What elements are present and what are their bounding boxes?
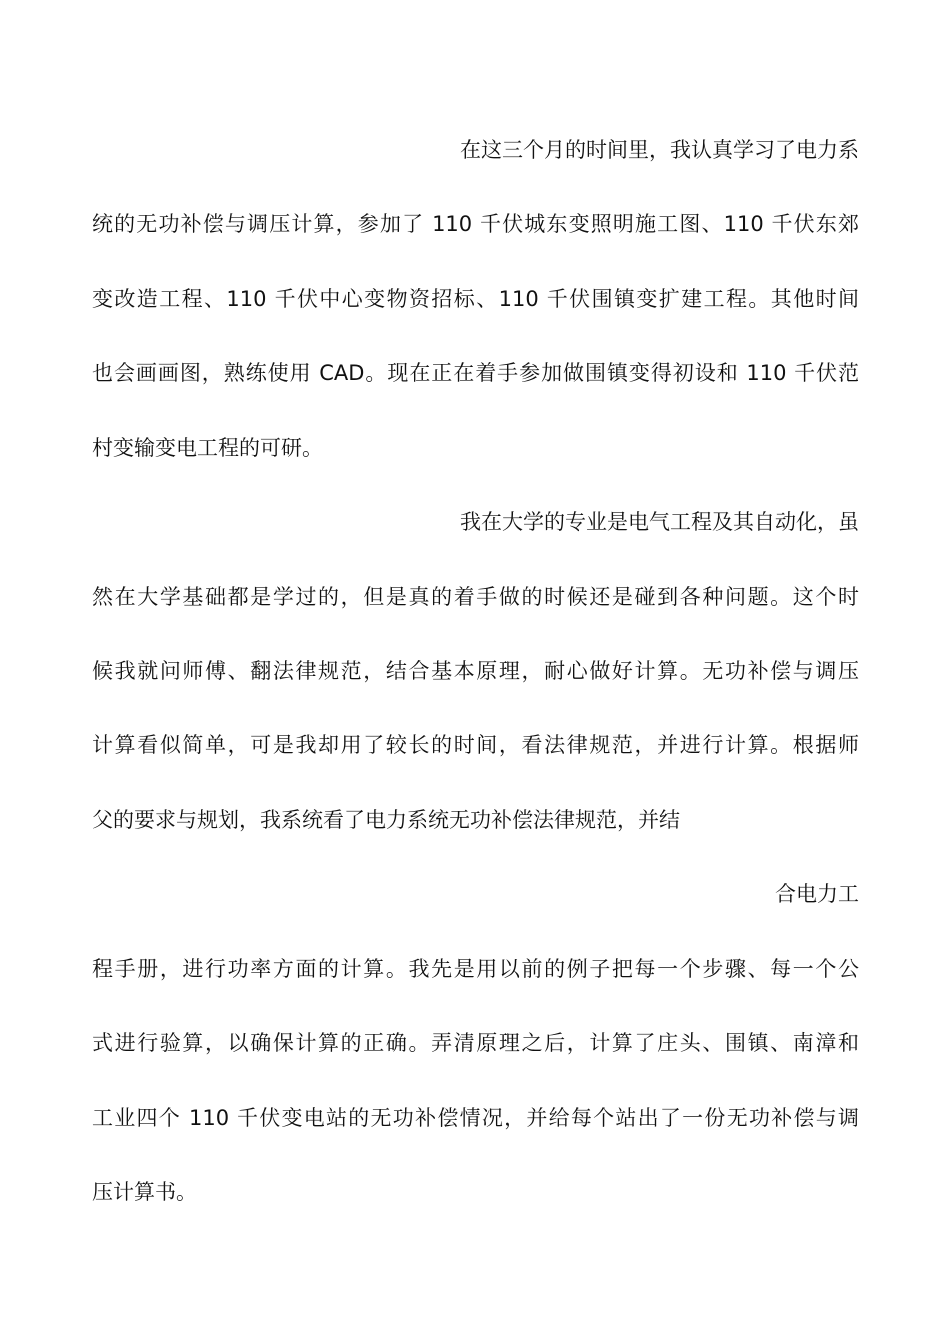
paragraph-2-line-3: 候我就问师傅、翻法律规范，结合基本原理，耐心做好计算。无功补偿与调压: [92, 659, 859, 683]
paragraph-3-line-3: 式进行验算，以确保计算的正确。弄清原理之后，计算了庄头、围镇、南漳和: [92, 1031, 859, 1055]
paragraph-3-line-1: 合电力工: [775, 882, 859, 906]
paragraph-3-line-5: 压计算书。: [92, 1180, 197, 1204]
paragraph-1-line-5: 村变输变电工程的可研。: [92, 436, 323, 460]
paragraph-2-line-5: 父的要求与规划，我系统看了电力系统无功补偿法律规范，并结: [92, 808, 680, 832]
paragraph-1-line-1: 在这三个月的时间里，我认真学习了电力系: [460, 138, 859, 162]
paragraph-2-line-2: 然在大学基础都是学过的，但是真的着手做的时候还是碰到各种问题。这个时: [92, 585, 859, 609]
paragraph-3-line-4: 工业四个 110 千伏变电站的无功补偿情况，并给每个站出了一份无功补偿与调: [92, 1106, 859, 1130]
paragraph-1-line-2: 统的无功补偿与调压计算，参加了 110 千伏城东变照明施工图、110 千伏东郊: [92, 212, 859, 236]
paragraph-1-line-4: 也会画画图，熟练使用 CAD。现在正在着手参加做围镇变得初设和 110 千伏范: [92, 361, 859, 385]
paragraph-1-line-3: 变改造工程、110 千伏中心变物资招标、110 千伏围镇变扩建工程。其他时间: [92, 287, 859, 311]
paragraph-3-line-2: 程手册，进行功率方面的计算。我先是用以前的例子把每一个步骤、每一个公: [92, 957, 859, 981]
paragraph-2-line-1: 我在大学的专业是电气工程及其自动化，虽: [460, 510, 859, 534]
paragraph-2-line-4: 计算看似简单，可是我却用了较长的时间，看法律规范，并进行计算。根据师: [92, 733, 859, 757]
